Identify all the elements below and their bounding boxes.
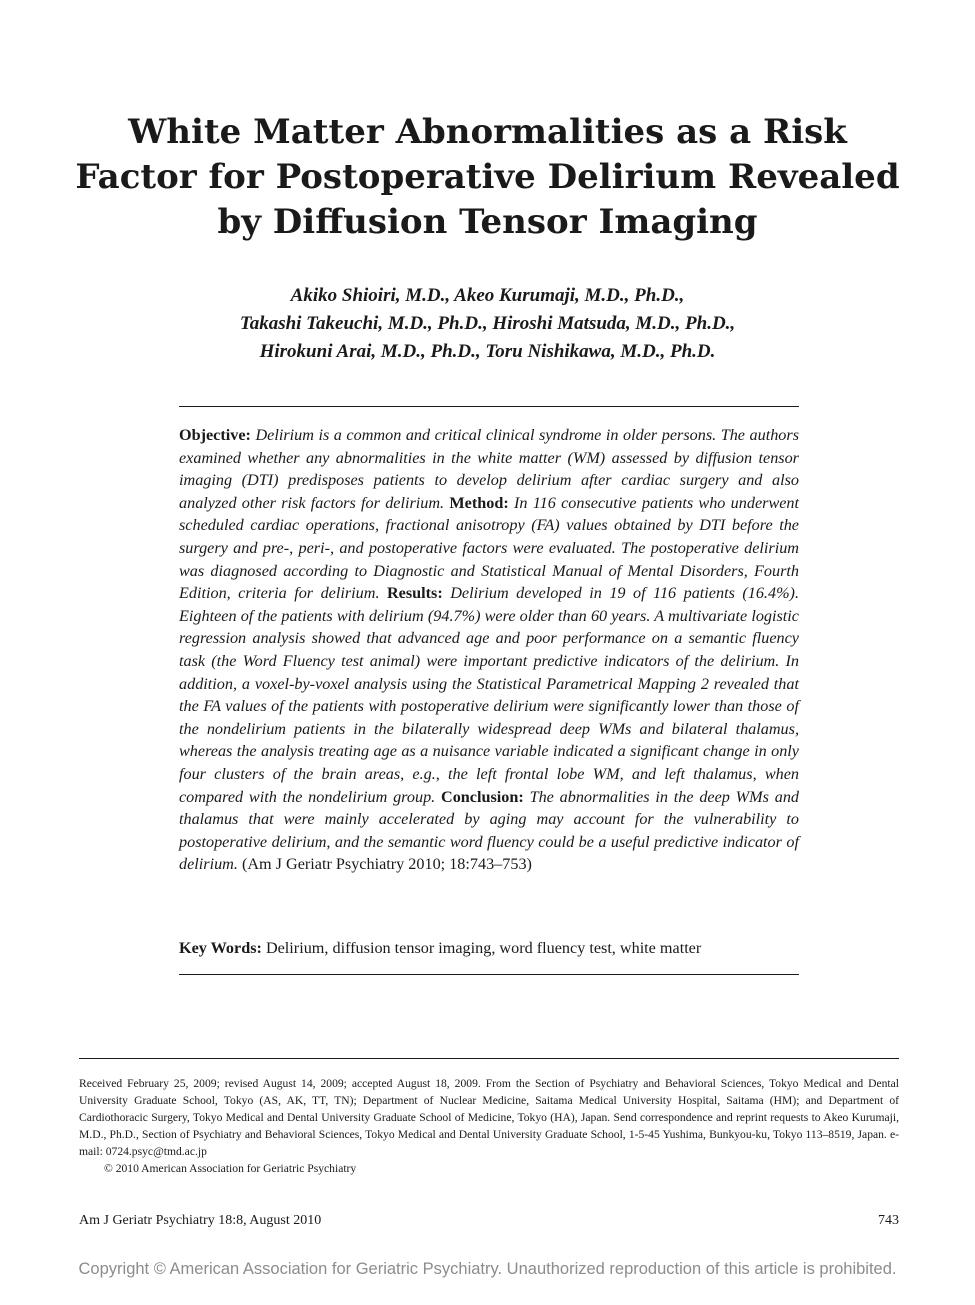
title-line: by Diffusion Tensor Imaging [217, 202, 758, 242]
copyright-notice: Copyright © American Association for Geriatric Psychiatry. Unauthorized reproduction of this article is prohibited. [78, 1260, 897, 1278]
abstract-top-rule [179, 406, 799, 407]
footnote-rule [79, 1058, 899, 1059]
results-label: Results: [386, 584, 443, 603]
keywords-label: Key Words: [179, 939, 262, 957]
keywords-text: Delirium, diffusion tensor imaging, word fluency test, white matter [265, 939, 702, 957]
method-label: Method: [449, 493, 509, 512]
conclusion-label: Conclusion: [441, 787, 524, 806]
objective-text: Delirium is a common and critical clinical syndrome in older persons. The authors examined whether any abnormalities in the white matter (WM) assessed by diffusion tensor imaging (DTI) predisposes patients to develop delirium after cardiac surgery and also analyzed other risk factors for delirium. [179, 426, 800, 512]
article-title [60, 110, 915, 245]
results-text: Delirium developed in 19 of 116 patients (16.4%). Eighteen of the patients with delirium (94.7%) were older than 60 years. A multivariate logistic regression analysis showed that advanced age and poor performance on a semantic fluency task (the Word Fluency test animal) were important predictive indicators of the delirium. In addition, a voxel-by-voxel analysis using the Statistical Parametrical Mapping 2 revealed that the FA values of the patients with postoperative delirium were significantly lower than those of the nondelirium patients in the bilaterally widespread deep WMs and bilateral thalamus, whereas the analysis treating age as a nuisance variable indicated a significant change in only four clusters of the brain areas, e.g., the left frontal lobe WM, and left thalamus, when compared with the nondelirium group. [179, 584, 799, 806]
title-line: White Matter Abnormalities as a Risk [128, 112, 847, 152]
method-text: In 116 consecutive patients who underwent scheduled cardiac operations, fractional anisotropy (FA) values obtained by DTI before the surgery and pre-, peri-, and postoperative factors were evaluated. The postoperative delirium was diagnosed according to Diagnostic and Statistical Manual of Mental Disorders, Fourth Edition, criteria for delirium. [179, 493, 800, 603]
author-line: Hirokuni Arai, M.D., Ph.D., Toru Nishikawa, M.D., Ph.D. [259, 341, 716, 362]
footnote-text: Received February 25, 2009; revised August 14, 2009; accepted August 18, 2009. From the Section of Psychiatry and Behavioral Sciences, Tokyo Medical and Dental University Graduate School, Tokyo (AS, AK, TT, TN); Department of Nuclear Medicine, Saitama Medical University Hospital, Saitama (HM); and Department of Cardiothoracic Surgery, Tokyo Medical and Dental University Graduate School of Medicine, Tokyo (HA), Japan. Send correspondence and reprint requests to Akeo Kurumaji, M.D., Ph.D., Section of Psychiatry and Behavioral Sciences, Tokyo Medical and Dental University Graduate School, 1-5-45 Yushima, Bunkyou-ku, Tokyo 113–8519, Japan. e-mail: 0724.psyc@tmd.ac.jp [79, 1077, 899, 1158]
author-line: Akiko Shioiri, M.D., Akeo Kurumaji, M.D., Ph.D., [290, 285, 685, 306]
footnote-copyright: © 2010 American Association for Geriatric Psychiatry [104, 1162, 357, 1175]
keywords [179, 937, 799, 959]
author-list [60, 282, 915, 366]
abstract-bottom-rule [179, 974, 799, 975]
objective-label: Objective: [179, 426, 251, 444]
page-number: 743 [878, 1213, 899, 1228]
title-line: Factor for Postoperative Delirium Revealed [75, 157, 900, 197]
citation: (Am J Geriatr Psychiatry 2010; 18:743–753) [241, 855, 532, 874]
abstract [179, 424, 799, 876]
journal-citation: Am J Geriatr Psychiatry 18:8, August 2010 [79, 1213, 322, 1228]
footnote [79, 1075, 899, 1177]
author-line: Takashi Takeuchi, M.D., Ph.D., Hiroshi Matsuda, M.D., Ph.D., [239, 313, 736, 334]
conclusion-text: The abnormalities in the deep WMs and thalamus that were mainly accelerated by aging may account for the vulnerability to postoperative delirium, and the semantic word fluency could be a useful predictive indicator of delirium. [179, 787, 800, 874]
